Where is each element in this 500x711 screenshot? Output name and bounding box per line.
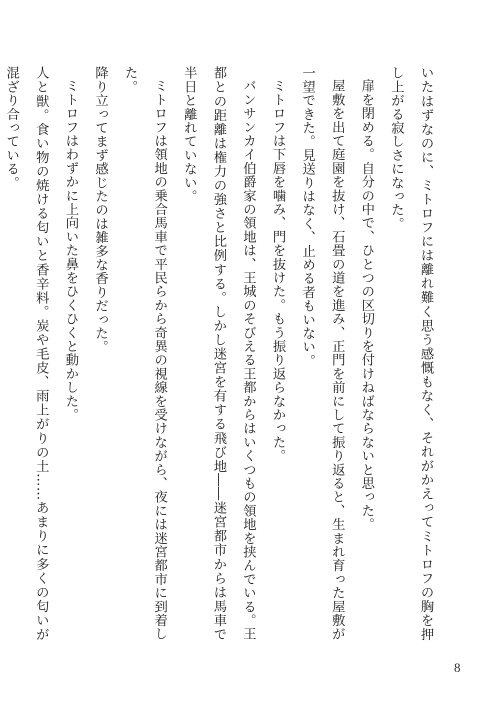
paragraph: 屋敷を出て庭園を抜け、石畳の道を進み、正門を前にして振り返ると、生まれ育った屋敷が一望できた。見送りはなく、止める者もいない。 — [299, 66, 345, 641]
page-number: 8 — [454, 660, 461, 675]
paragraph: ミトロフは下唇を噛み、門を抜けた。もう振り返らなかった。 — [270, 79, 286, 463]
vertical-text-body — [3, 66, 440, 641]
paragraph: いたはずなのに、ミトロフには離れ難く思う感慨もなく、それがかえってミトロフの胸を押し上がる寂しさになった。 — [388, 66, 433, 641]
paragraph: ミトロフはわずかに上向いた鼻をひくひくと動かした。 — [62, 79, 78, 422]
paragraph: 扉を閉める。自分の中で、ひとつの区切りを付けねばならないと思った。 — [358, 79, 374, 532]
paragraph: ミトロフは領地の乗合馬車で平民らから奇異の視線を受けながら、夜には迷宮都市に到着した。 — [122, 66, 167, 641]
paragraph: バンサンカイ伯爵家の領地は、王城のそびえる王都からはいくつもの領地を挟んでいる。王都との距離は権力の強さと比例する。しかし迷宮を有する飛び地――迷宮都市からは馬車で半日と離れていない。 — [181, 66, 256, 641]
paragraph: 降り立ってまず感じたのは雑多な香りだった。 — [92, 66, 108, 354]
paragraph: 人と獣。食い物の焼ける匂いと香辛料。炭や毛皮、雨上がりの土……あまりに多くの匂いが混ざり合っている。 — [3, 66, 49, 641]
